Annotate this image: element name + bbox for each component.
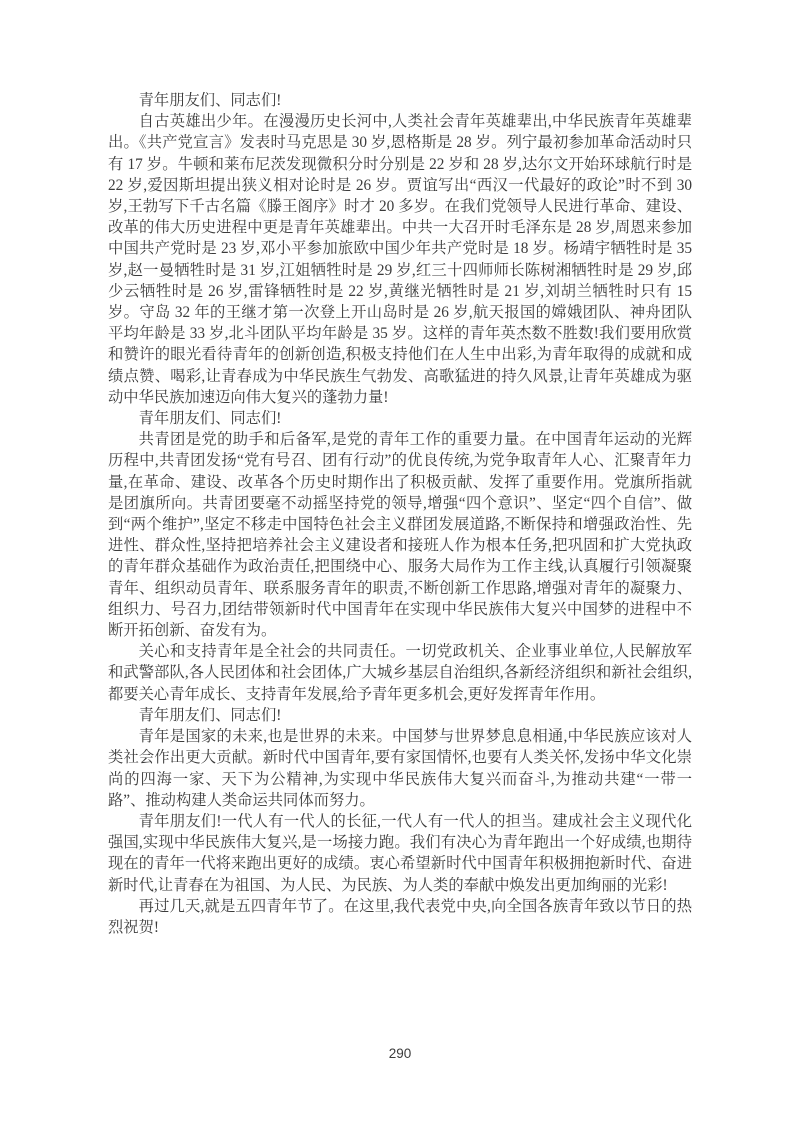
paragraph-communist-youth-league: 共青团是党的助手和后备军,是党的青年工作的重要力量。在中国青年运动的光辉历程中,共青团发扬“党有号召、团有行动”的优良传统,为党争取青年人心、汇聚青年力量,在革命、建设、改革各个历史时期作出了积极贡献、发挥了重要作用。党旗所指就是团旗所向。共青团要毫不动摇坚持党的领导,增强“四个意识”、坚定“四个自信”、做到“两个维护”,坚定不移走中国特色社会主义群团发展道路,不断保持和增强政治性、先进性、群众性,坚持把培养社会主义建设者和接班人作为根本任务,把巩固和扩大党执政的青年群众基础作为政治责任,把围绕中心、服务大局作为工作主线,认真履行引领凝聚青年、组织动员青年、联系服务青年的职责,不断创新工作思路,增强对青年的凝聚力、组织力、号召力,团结带领新时代中国青年在实现中华民族伟大复兴中国梦的进程中不断开拓创新、奋发有为。 (108, 431, 692, 640)
document-body (108, 90, 692, 938)
paragraph-relay-race: 青年朋友们!一代人有一代人的长征,一代人有一代人的担当。建成社会主义现代化强国,实现中华民族伟大复兴,是一场接力跑。我们有决心为青年跑出一个好成绩,也期待现在的青年一代将来跑出更好的成绩。衷心希望新时代中国青年积极拥抱新时代、奋进新时代,让青春在为祖国、为人民、为民族、为人类的奉献中焕发出更加绚丽的光彩! (108, 812, 692, 894)
salutation-paragraph-2: 青年朋友们、同志们! (138, 410, 282, 428)
page-number: 290 (388, 1046, 412, 1061)
salutation-paragraph-1: 青年朋友们、同志们! (138, 92, 282, 109)
salutation-paragraph-3: 青年朋友们、同志们! (138, 706, 282, 724)
paragraph-youth-day-greeting: 再过几天,就是五四青年节了。在这里,我代表党中央,向全国各族青年致以节日的热烈祝贺! (108, 897, 692, 936)
paragraph-youth-heroes: 自古英雄出少年。在漫漫历史长河中,人类社会青年英雄辈出,中华民族青年英雄辈出。《共产党宣言》发表时马克思是 30 岁,恩格斯是 28 岁。列宁最初参加革命活动时只有 17 岁。牛顿和莱布尼茨发现微积分时分别是 22 岁和 28 岁,达尔文开始环球航行时是 22 岁,爱因斯坦提出狭义相对论时是 26 岁。贾谊写出“西汉一代最好的政论”时不到 30 岁,王勃写下千古名篇《滕王阁序》时才 20 多岁。在我们党领导人民进行革命、建设、改革的伟大历史进程中更是青年英雄辈出。中共一大召开时毛泽东是 28 岁,周恩来参加中国共产党时是 23 岁,邓小平参加旅欧中国少年共产党时是 18 岁。杨靖宇牺牲时是 35 岁,赵一曼牺牲时是 31 岁,江姐牺牲时是 29 岁,红三十四师师长陈树湘牺牲时是 29 岁,邱少云牺牲时是 26 岁,雷锋牺牲时是 22 岁,黄继光牺牲时是 21 岁,刘胡兰牺牲时只有 15 岁。守岛 32 年的王继才第一次登上开山岛时是 26 岁,航天报国的嫦娥团队、神舟团队平均年龄是 33 岁,北斗团队平均年龄是 35 岁。这样的青年英杰数不胜数!我们要用欣赏和赞许的眼光看待青年的创新创造,积极支持他们在人生中出彩,为青年取得的成就和成绩点赞、喝彩,让青春成为中华民族生气勃发、高歌猛进的持久风景,让青年英雄成为驱动中华民族加速迈向伟大复兴的蓬勃力量! (108, 113, 692, 406)
paragraph-support-youth: 关心和支持青年是全社会的共同责任。一切党政机关、企业事业单位,人民解放军和武警部队,各人民团体和社会团体,广大城乡基层自治组织,各新经济组织和新社会组织,都要关心青年成长、支持青年发展,给予青年更多机会,更好发挥青年作用。 (108, 643, 692, 703)
paragraph-youth-future: 青年是国家的未来,也是世界的未来。中国梦与世界梦息息相通,中华民族应该对人类社会作出更大贡献。新时代中国青年,要有家国情怀,也要有人类关怀,发扬中华文化崇尚的四海一家、天下为公精神,为实现中华民族伟大复兴而奋斗,为推动共建“一带一路”、推动构建人类命运共同体而努力。 (108, 728, 692, 809)
